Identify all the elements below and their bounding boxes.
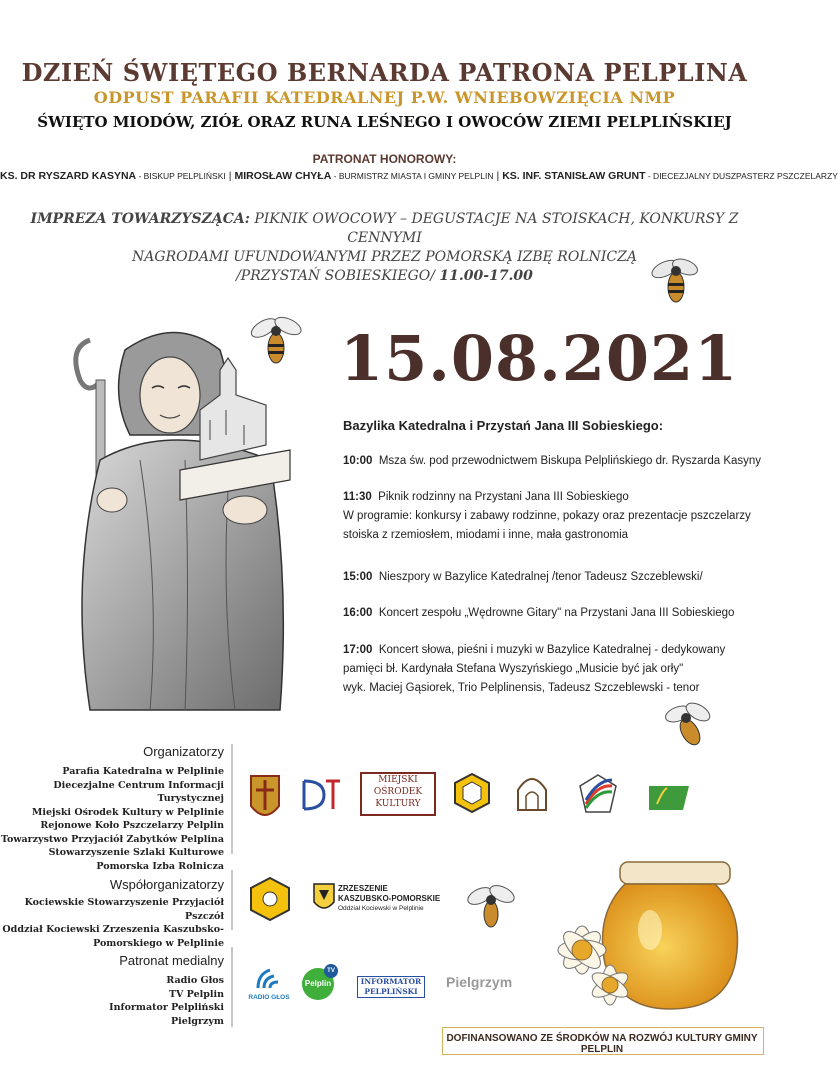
wspolorganizatorzy-title: Współorganizatorzy xyxy=(109,877,224,892)
mok-logo xyxy=(360,772,436,816)
patronat-medialny-title: Patronat medialny xyxy=(119,953,224,968)
list-item: Stowarzyszenie Szlaki Kulturowe xyxy=(48,847,224,858)
tv-badge: TV xyxy=(324,964,338,978)
main-title: DZIEŃ ŚWIĘTEGO BERNARDA PATRONA PELPLINA xyxy=(21,58,748,87)
bee-icon xyxy=(660,700,720,755)
organizatorzy-list xyxy=(0,765,224,873)
separator: | xyxy=(228,170,232,182)
wspolorganizatorzy-list xyxy=(0,896,224,950)
event-line: pamięci bł. Kardynała Stefana Wyszyńskiego „Musicie być jak orły" xyxy=(343,663,684,675)
szlaki-kulturowe-icon xyxy=(576,772,620,816)
dcit-logo-icon xyxy=(300,775,342,815)
zkp-crest-icon xyxy=(312,882,336,914)
venue: Bazylika Katedralna i Przystań Jana III Sobieskiego: xyxy=(343,418,664,433)
event-line: Koncert zespołu „Wędrowne Gitary" na Przystani Jana III Sobieskiego xyxy=(378,607,735,619)
pielgrzym-logo: Pielgrzym xyxy=(446,974,513,990)
tv-pelplin-logo: Pelplin xyxy=(302,968,334,1000)
event-time: 11:30 xyxy=(343,491,372,503)
footer-text: DOFINANSOWANO ZE ŚRODKÓW NA ROZWÓJ KULTURY GMINY PELPLIN xyxy=(446,1033,758,1055)
bee-icon xyxy=(645,255,707,310)
informator-text-2: PELPLIŃSKI xyxy=(364,987,418,996)
honey-pot-illustration xyxy=(540,850,765,1025)
pszczelarze-hexagon-icon xyxy=(452,772,492,814)
list-item: Informator Pelpliński xyxy=(109,1002,224,1013)
zkp-text-2: KASZUBSKO-POMORSKIE xyxy=(338,894,441,903)
event-item xyxy=(343,641,763,698)
divider xyxy=(231,870,233,930)
event-date: 15.08.2021 xyxy=(340,322,739,395)
event-line: Nieszpory w Bazylice Katedralnej /tenor Tadeusz Szczeblewski/ xyxy=(378,571,703,583)
list-item: Diecezjalne Centrum Informacji Turystycznej xyxy=(53,779,224,804)
zkp-logo-text xyxy=(338,884,478,914)
list-item: Parafia Katedralna w Pelplinie xyxy=(62,766,224,777)
tpzp-gothic-arch-icon xyxy=(512,772,552,816)
event-item xyxy=(343,604,763,623)
event-item xyxy=(343,568,763,587)
mok-logo-text: KULTURY xyxy=(375,799,421,809)
event-time: 15:00 xyxy=(343,571,373,583)
event-line: wyk. Maciej Gąsiorek, Trio Pelplinensis, Tadeusz Szczeblewski - tenor xyxy=(343,682,700,694)
list-item: Rejonowe Koło Pszczelarzy Pelplin xyxy=(40,820,224,831)
event-line: Msza św. pod przewodnictwem Biskupa Pelplińskiego dr. Ryszarda Kasyny xyxy=(378,455,762,467)
event-item xyxy=(343,488,763,545)
patronat-heading: PATRONAT HONOROWY: xyxy=(312,152,457,166)
event-line: Koncert słowa, pieśni i muzyki w Bazylice Katedralnej - dedykowany xyxy=(378,644,726,656)
patron-1-name: KS. DR RYSZARD KASYNA xyxy=(0,170,137,182)
patron-1-role: - BISKUP PELPLIŃSKI xyxy=(136,171,226,181)
subtitle-odpust: ODPUST PARAFII KATEDRALNEJ P.W. WNIEBOWZIĘCIA NMP xyxy=(93,88,676,107)
impreza-time: 11.00-17.00 xyxy=(439,268,533,284)
zkp-text-3: Oddział Kociewski w Pelplinie xyxy=(338,905,424,912)
mok-logo-text: MIEJSKI xyxy=(378,775,418,785)
separator: | xyxy=(496,170,500,182)
impreza-line-1 xyxy=(0,210,769,248)
patronat-list xyxy=(0,170,838,182)
list-item: Pomorskiego w Pelplinie xyxy=(93,937,224,949)
izba-rolnicza-icon xyxy=(645,780,693,814)
radio-glos-wave-icon xyxy=(252,966,286,992)
list-item: TV Pelplin xyxy=(168,988,224,1000)
patronat-medialny-list xyxy=(109,974,224,1028)
event-time: 16:00 xyxy=(343,607,373,619)
zkp-text-1: ZRZESZENIE xyxy=(338,884,388,893)
list-item: Oddział Kociewski Zrzeszenia Kaszubsko- xyxy=(2,924,224,935)
radio-glos-logo-text: RADIO GŁOS xyxy=(248,994,290,1001)
impreza-text-3: /PRZYSTAŃ SOBIESKIEGO/ xyxy=(236,268,440,284)
list-item: Miejski Ośrodek Kultury w Pelplinie xyxy=(31,806,224,818)
list-item: Pomorska Izba Rolnicza xyxy=(96,860,224,872)
list-item: Kociewskie Stowarzyszenie Przyjaciół Pszczół xyxy=(24,897,224,922)
divider xyxy=(231,744,233,854)
mok-logo-text: OŚRODEK xyxy=(373,787,423,797)
divider xyxy=(231,947,233,1027)
patron-2-role: - BURMISTRZ MIASTA I GMINY PELPLIN xyxy=(331,171,494,181)
informator-text-1: INFORMATOR xyxy=(360,977,422,986)
organizatorzy-title: Organizatorzy xyxy=(143,744,224,759)
event-time: 17:00 xyxy=(343,644,373,656)
list-item: Pielgrzym xyxy=(170,1015,224,1027)
informator-logo xyxy=(357,976,425,998)
event-item xyxy=(343,452,763,471)
impreza-text-1: PIKNIK OWOCOWY – DEGUSTACJE NA STOISKACH, KONKURSY Z CENNYMI xyxy=(249,211,739,246)
list-item: Towarzystwo Przyjaciół Zabytków Pelplina xyxy=(1,833,224,845)
list-item: Radio Głos xyxy=(166,975,224,986)
patron-3-role: - DIECEZJALNY DUSZPASTERZ PSZCZELARZY xyxy=(645,171,838,181)
event-line: W programie: konkursy i zabawy rodzinne, pokazy oraz prezentacje pszczelarzy xyxy=(343,510,751,522)
kociewskie-pszczoly-hexagon-icon xyxy=(248,876,292,922)
saint-bernard-illustration xyxy=(30,310,335,715)
event-time: 10:00 xyxy=(343,455,373,467)
impreza-label: IMPREZA TOWARZYSZĄCA: xyxy=(30,211,250,227)
patron-3-name: KS. INF. STANISŁAW GRUNT xyxy=(502,170,646,182)
event-line: Piknik rodzinny na Przystani Jana III Sobieskiego xyxy=(378,491,629,503)
impreza-line-2: NAGRODAMI UFUNDOWANYMI PRZEZ POMORSKĄ IZBĘ ROLNICZĄ xyxy=(132,249,637,265)
parafia-crest-icon xyxy=(248,772,282,824)
subtitle-swieto: ŚWIĘTO MIODÓW, ZIÓŁ ORAZ RUNA LEŚNEGO I OWOCÓW ZIEMI PELPLIŃSKIEJ xyxy=(37,113,732,131)
patron-2-name: MIROSŁAW CHYŁA xyxy=(234,170,332,182)
event-line: stoiska z rzemiosłem, miodami i inne, mała gastronomia xyxy=(343,529,629,541)
